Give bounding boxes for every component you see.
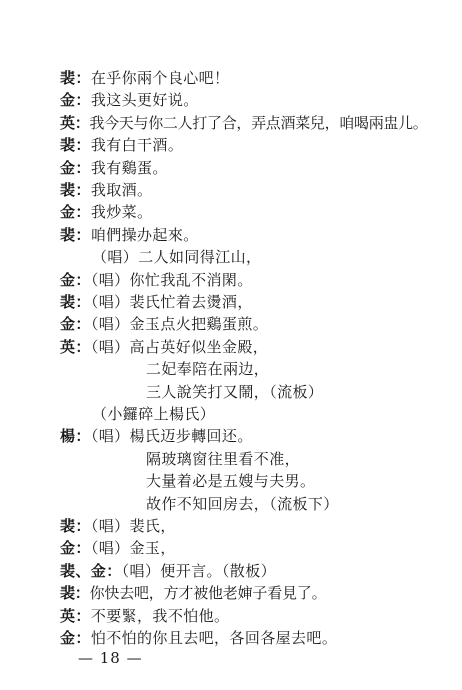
- script-line: [60, 270, 253, 290]
- script-line: [60, 113, 428, 133]
- line-text: （唱）裴氏，: [90, 517, 176, 535]
- script-line: [60, 516, 176, 536]
- speaker-label: 裴：: [60, 69, 91, 87]
- line-text: 我取酒。: [90, 181, 153, 199]
- line-text: （唱）高占英好似坐金殿，: [90, 337, 269, 356]
- script-line: [60, 202, 152, 222]
- script-line: [60, 314, 268, 334]
- speaker-label: 金：: [60, 203, 91, 222]
- line-text: 我有白干酒。: [90, 136, 184, 155]
- page-number: — 18 —: [78, 649, 143, 667]
- script-line: [60, 628, 337, 648]
- speaker-label: 裴：: [60, 136, 91, 155]
- speaker-label: 金：: [60, 91, 91, 110]
- line-text: （唱）二人如同得江山，: [92, 248, 262, 267]
- speaker-label: 金：: [60, 629, 91, 647]
- speaker-label: 楊：: [60, 427, 91, 446]
- speaker-label: 裴：: [60, 293, 91, 311]
- line-text: 怕不怕的你且去吧，各回各屋去吧。: [90, 629, 338, 647]
- script-line: [60, 180, 152, 200]
- script-line: [60, 292, 253, 312]
- speaker-label: 裴：: [60, 584, 90, 603]
- speaker-label: 金：: [60, 270, 91, 289]
- speaker-label: 金：: [60, 158, 91, 177]
- speaker-label: 裴：: [60, 225, 91, 244]
- line-text: （唱）金玉点火把鷄蛋煎。: [90, 315, 269, 334]
- script-line: [60, 583, 326, 603]
- script-line: [146, 359, 269, 379]
- line-text: 三人說笑打又鬧，（流板）: [146, 382, 324, 401]
- line-text: 我这头更好说。: [90, 91, 199, 110]
- line-text: 你快去吧，方才被他老婶子看見了。: [89, 584, 327, 603]
- speaker-label: 裴：: [60, 181, 91, 199]
- line-text: 我有鷄蛋。: [90, 158, 168, 177]
- script-line: [60, 135, 183, 155]
- line-text: 故作不知回房去，（流板下）: [146, 494, 339, 513]
- line-text: （唱）裴氏忙着去燙酒，: [90, 293, 253, 311]
- line-text: 咱們操办起來。: [90, 225, 199, 244]
- script-line: [92, 247, 261, 267]
- speaker-label: 裴：: [60, 517, 91, 535]
- script-line: [60, 426, 253, 446]
- script-line: [60, 158, 168, 178]
- script-line: [60, 68, 229, 88]
- line-text: （小鑼碎上楊氏）: [92, 405, 216, 423]
- speaker-label: 英：: [60, 113, 90, 132]
- speaker-label: 金：: [60, 315, 91, 334]
- line-text: 在乎你兩个良心吧！: [90, 69, 230, 87]
- line-text: 隔玻璃窗往里看不准，: [146, 449, 301, 468]
- speaker-label: 英：: [60, 606, 91, 625]
- script-line: [60, 337, 268, 357]
- speaker-label: 裴、金：: [60, 561, 122, 580]
- line-text: 大量着必是五嫂与夫男。: [146, 472, 316, 491]
- line-text: 二妃奉陪在兩边，: [146, 360, 270, 379]
- script-line: [146, 471, 315, 491]
- line-text: 我炒菜。: [90, 203, 153, 222]
- line-text: 我今天与你二人打了合，弄点酒菜兒，咱喝兩盅儿。: [89, 113, 428, 132]
- script-line: [60, 90, 199, 110]
- script-line: [146, 494, 339, 514]
- speaker-label: 金：: [60, 539, 91, 558]
- line-text: （唱）楊氏迈步轉回还。: [90, 427, 253, 446]
- speaker-label: 英：: [60, 337, 91, 356]
- line-text: （唱）金玉，: [90, 539, 176, 558]
- line-text: 不要緊，我不怕他。: [90, 606, 230, 625]
- script-line: [60, 606, 229, 626]
- script-line: [146, 449, 300, 469]
- line-text: （唱）你忙我乱不消閑。: [90, 270, 253, 289]
- script-line: [60, 225, 199, 245]
- script-line: [60, 561, 276, 581]
- script-line: [146, 382, 323, 402]
- script-line: [60, 538, 176, 558]
- line-text: （唱）便开言。（散板）: [121, 561, 277, 580]
- stage-direction: [92, 404, 215, 424]
